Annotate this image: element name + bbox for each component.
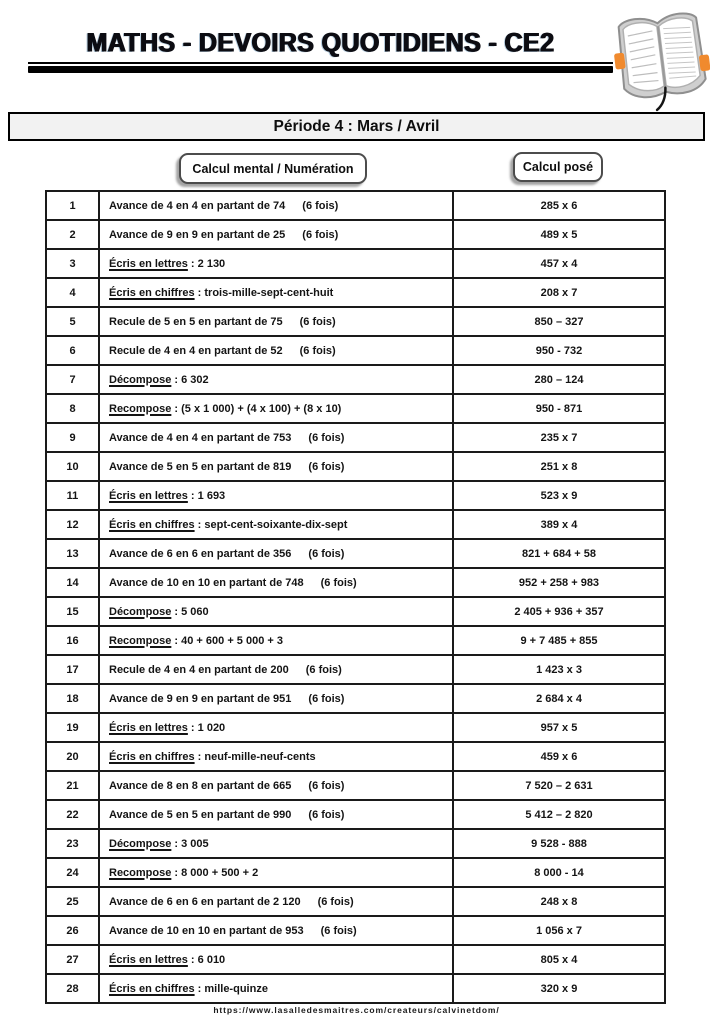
title-rule-thin [28, 62, 613, 64]
mental-text: Avance de 10 en 10 en partant de 748 [109, 576, 304, 589]
mental-keyword: Écris en chiffres [109, 750, 195, 763]
pose-header-button[interactable] [513, 152, 603, 182]
mental-cell [99, 829, 453, 858]
pose-value: 950 - 871 [535, 402, 583, 415]
pose-cell [453, 394, 665, 423]
mental-keyword: Recompose [109, 866, 172, 879]
row-number: 18 [46, 684, 99, 713]
mental-text: : 3 005 [171, 837, 209, 850]
pose-value: 805 x 4 [540, 953, 578, 966]
mental-cell [99, 423, 453, 452]
mental-cell [99, 713, 453, 742]
row-number: 25 [46, 887, 99, 916]
mental-cell [99, 916, 453, 945]
mental-header-label: Calcul mental / Numération [192, 161, 354, 176]
pose-cell [453, 742, 665, 771]
mental-note: (6 fois) [302, 199, 339, 212]
table-row [46, 684, 665, 713]
row-number: 13 [46, 539, 99, 568]
table-row [46, 220, 665, 249]
pose-cell [453, 423, 665, 452]
pose-value: 2 684 x 4 [536, 692, 582, 705]
row-number: 20 [46, 742, 99, 771]
table-row [46, 858, 665, 887]
pose-cell [453, 800, 665, 829]
pose-cell [453, 539, 665, 568]
mental-keyword: Écris en chiffres [109, 286, 195, 299]
table-row [46, 481, 665, 510]
mental-cell [99, 974, 453, 1003]
mental-cell [99, 278, 453, 307]
pose-value: 950 - 732 [535, 344, 583, 357]
row-number: 6 [46, 336, 99, 365]
mental-cell [99, 887, 453, 916]
row-number: 1 [46, 191, 99, 220]
row-number: 14 [46, 568, 99, 597]
mental-cell [99, 220, 453, 249]
mental-keyword: Écris en lettres [109, 721, 188, 734]
period-label: Période 4 : Mars / Avril [273, 117, 440, 135]
mental-note: (6 fois) [302, 228, 339, 241]
mental-note: (6 fois) [308, 547, 345, 560]
mental-cell [99, 568, 453, 597]
mental-note: (6 fois) [299, 344, 336, 357]
mental-cell [99, 336, 453, 365]
mental-text: : 2 130 [187, 257, 226, 270]
mental-cell [99, 858, 453, 887]
mental-note: (6 fois) [320, 576, 357, 589]
pose-value: 208 x 7 [540, 286, 578, 299]
table-row [46, 771, 665, 800]
pose-value: 1 423 x 3 [536, 663, 582, 676]
mental-note: (6 fois) [308, 692, 345, 705]
mental-cell [99, 597, 453, 626]
row-number: 23 [46, 829, 99, 858]
table-row [46, 249, 665, 278]
pose-cell [453, 278, 665, 307]
pose-value: 7 520 – 2 631 [525, 779, 593, 792]
title-rule-thick [28, 66, 613, 73]
mental-text: Recule de 5 en 5 en partant de 75 [109, 315, 283, 328]
pose-header-label: Calcul posé [522, 160, 594, 174]
table-row [46, 307, 665, 336]
mental-text: Avance de 5 en 5 en partant de 819 [109, 460, 292, 473]
mental-keyword: Recompose [109, 634, 172, 647]
pose-value: 251 x 8 [540, 460, 578, 473]
row-number: 28 [46, 974, 99, 1003]
mental-text: : 6 010 [187, 953, 226, 966]
pose-value: 952 + 258 + 983 [518, 576, 600, 589]
mental-text: Avance de 4 en 4 en partant de 753 [109, 431, 292, 444]
pose-value: 9 + 7 485 + 855 [520, 634, 598, 647]
table-row [46, 655, 665, 684]
row-number: 22 [46, 800, 99, 829]
pose-value: 320 x 9 [540, 982, 578, 995]
mental-note: (6 fois) [320, 924, 357, 937]
table-row [46, 974, 665, 1003]
mental-cell [99, 800, 453, 829]
mental-cell [99, 742, 453, 771]
row-number: 19 [46, 713, 99, 742]
mental-header-button[interactable] [179, 153, 367, 184]
mental-keyword: Écris en lettres [109, 953, 188, 966]
pose-cell [453, 481, 665, 510]
mental-note: (6 fois) [308, 431, 345, 444]
mental-keyword: Écris en lettres [109, 489, 188, 502]
row-number: 7 [46, 365, 99, 394]
table-row [46, 829, 665, 858]
mental-text: : 5 060 [171, 605, 209, 618]
pose-value: 285 x 6 [540, 199, 578, 212]
mental-cell [99, 191, 453, 220]
table-row [46, 916, 665, 945]
mental-text: Avance de 10 en 10 en partant de 953 [109, 924, 304, 937]
table-row [46, 800, 665, 829]
row-number: 12 [46, 510, 99, 539]
mental-keyword: Recompose [109, 402, 172, 415]
mental-note: (6 fois) [308, 460, 345, 473]
row-number: 2 [46, 220, 99, 249]
period-banner [8, 112, 705, 141]
row-number: 5 [46, 307, 99, 336]
row-number: 3 [46, 249, 99, 278]
pose-cell [453, 858, 665, 887]
table-row [46, 568, 665, 597]
mental-text: : trois-mille-sept-cent-huit [194, 286, 334, 299]
pose-cell [453, 626, 665, 655]
mental-text: Avance de 6 en 6 en partant de 356 [109, 547, 292, 560]
mental-text: Avance de 8 en 8 en partant de 665 [109, 779, 292, 792]
mental-text: Avance de 9 en 9 en partant de 951 [109, 692, 292, 705]
mental-keyword: Décompose [109, 605, 172, 618]
pose-cell [453, 510, 665, 539]
mental-text: : 1 693 [187, 489, 226, 502]
mental-note: (6 fois) [305, 663, 342, 676]
mental-cell [99, 684, 453, 713]
mental-text: Recule de 4 en 4 en partant de 200 [109, 663, 289, 676]
row-number: 11 [46, 481, 99, 510]
table-row [46, 336, 665, 365]
pose-value: 235 x 7 [540, 431, 578, 444]
mental-text: Avance de 5 en 5 en partant de 990 [109, 808, 292, 821]
pose-cell [453, 887, 665, 916]
pose-cell [453, 655, 665, 684]
mental-text: Avance de 6 en 6 en partant de 2 120 [109, 895, 301, 908]
mental-cell [99, 394, 453, 423]
table-row [46, 945, 665, 974]
pose-value: 523 x 9 [540, 489, 578, 502]
table-row [46, 626, 665, 655]
pose-value: 457 x 4 [540, 257, 578, 270]
mental-text: Avance de 4 en 4 en partant de 74 [109, 199, 286, 212]
mental-text: : 6 302 [171, 373, 209, 386]
table-row [46, 423, 665, 452]
pose-value: 280 – 124 [534, 373, 584, 386]
footer-url[interactable]: https://www.lasalledesmaitres.com/createurs/calvinetdom/ [213, 1005, 500, 1015]
pose-value: 489 x 5 [540, 228, 578, 241]
mental-keyword: Écris en lettres [109, 257, 188, 270]
mental-cell [99, 771, 453, 800]
pose-cell [453, 452, 665, 481]
table-row [46, 191, 665, 220]
table-row [46, 365, 665, 394]
mental-cell [99, 539, 453, 568]
row-number: 10 [46, 452, 99, 481]
row-number: 27 [46, 945, 99, 974]
pose-cell [453, 974, 665, 1003]
mental-text: : 40 + 600 + 5 000 + 3 [171, 634, 283, 647]
row-number: 26 [46, 916, 99, 945]
mental-cell [99, 452, 453, 481]
table-row [46, 742, 665, 771]
mental-text: : (5 x 1 000) + (4 x 100) + (8 x 10) [171, 402, 342, 415]
row-number: 8 [46, 394, 99, 423]
mental-cell [99, 307, 453, 336]
pose-cell [453, 307, 665, 336]
row-number: 16 [46, 626, 99, 655]
pose-value: 9 528 - 888 [531, 837, 587, 850]
notebook-icon [614, 8, 710, 112]
mental-cell [99, 626, 453, 655]
pose-cell [453, 249, 665, 278]
pose-value: 5 412 – 2 820 [525, 808, 593, 821]
pose-value: 2 405 + 936 + 357 [514, 605, 604, 618]
row-number: 21 [46, 771, 99, 800]
exercise-table [45, 190, 666, 1004]
mental-keyword: Décompose [109, 837, 172, 850]
table-row [46, 278, 665, 307]
pose-cell [453, 945, 665, 974]
table-row [46, 539, 665, 568]
pose-cell [453, 916, 665, 945]
mental-keyword: Écris en chiffres [109, 518, 195, 531]
table-row [46, 394, 665, 423]
pose-cell [453, 771, 665, 800]
pose-value: 821 + 684 + 58 [521, 547, 596, 560]
mental-note: (6 fois) [308, 808, 345, 821]
mental-cell [99, 481, 453, 510]
mental-cell [99, 365, 453, 394]
table-row [46, 887, 665, 916]
pose-cell [453, 597, 665, 626]
row-number: 9 [46, 423, 99, 452]
mental-text: : mille-quinze [194, 982, 268, 995]
mental-note: (6 fois) [299, 315, 336, 328]
exercise-table-body [46, 191, 665, 1003]
mental-cell [99, 945, 453, 974]
pose-value: 8 000 - 14 [534, 866, 584, 879]
row-number: 17 [46, 655, 99, 684]
mental-cell [99, 510, 453, 539]
pose-value: 957 x 5 [540, 721, 578, 734]
mental-text: : 8 000 + 500 + 2 [171, 866, 259, 879]
mental-note: (6 fois) [308, 779, 345, 792]
mental-text: : 1 020 [187, 721, 226, 734]
mental-note: (6 fois) [317, 895, 354, 908]
mental-keyword: Écris en chiffres [109, 982, 195, 995]
row-number: 4 [46, 278, 99, 307]
pose-value: 1 056 x 7 [536, 924, 582, 937]
page-title: MATHS - DEVOIRS QUOTIDIENS - CE2 [86, 28, 555, 58]
pose-value: 850 – 327 [534, 315, 584, 328]
pose-cell [453, 713, 665, 742]
pose-cell [453, 220, 665, 249]
row-number: 15 [46, 597, 99, 626]
row-number: 24 [46, 858, 99, 887]
pose-value: 459 x 6 [540, 750, 578, 763]
mental-text: : sept-cent-soixante-dix-sept [194, 518, 348, 531]
pose-cell [453, 191, 665, 220]
table-row [46, 597, 665, 626]
mental-text: Avance de 9 en 9 en partant de 25 [109, 228, 286, 241]
mental-keyword: Décompose [109, 373, 172, 386]
table-row [46, 510, 665, 539]
pose-cell [453, 365, 665, 394]
pose-value: 389 x 4 [540, 518, 578, 531]
mental-cell [99, 655, 453, 684]
table-row [46, 452, 665, 481]
pose-cell [453, 829, 665, 858]
mental-text: Recule de 4 en 4 en partant de 52 [109, 344, 283, 357]
pose-cell [453, 684, 665, 713]
pose-value: 248 x 8 [540, 895, 578, 908]
mental-text: : neuf-mille-neuf-cents [194, 750, 316, 763]
pose-cell [453, 336, 665, 365]
table-row [46, 713, 665, 742]
pose-cell [453, 568, 665, 597]
mental-cell [99, 249, 453, 278]
